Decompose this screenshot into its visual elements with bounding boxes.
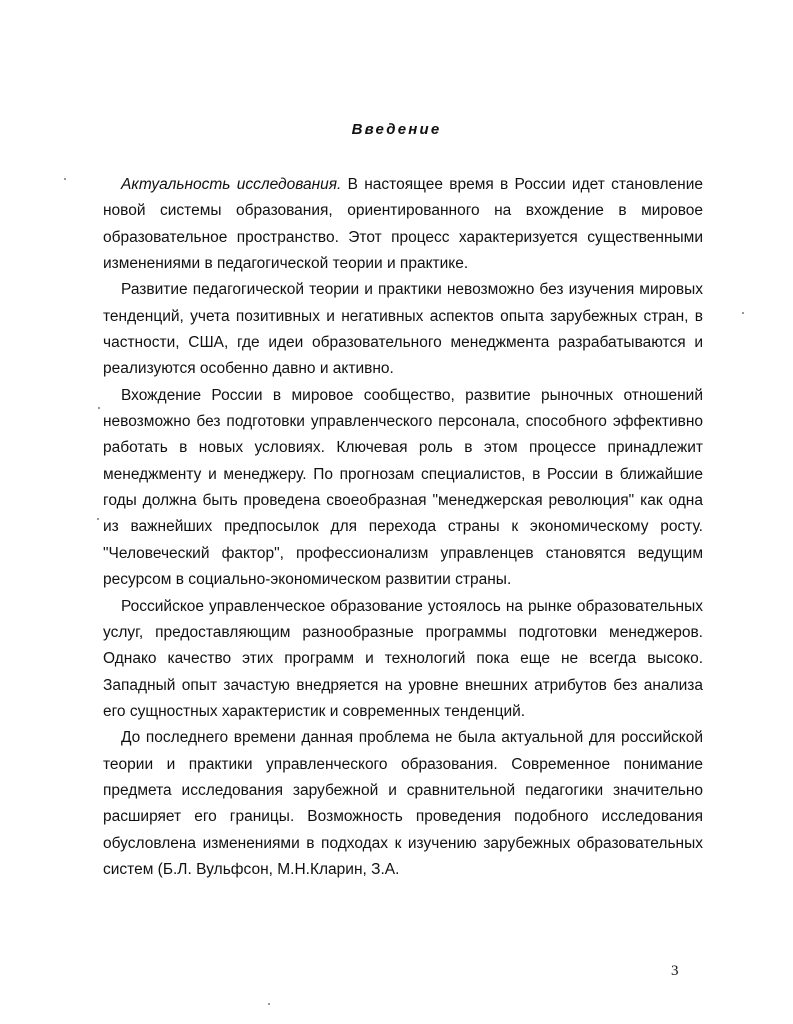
scan-speck <box>64 178 66 180</box>
paragraph-recent-problem: До последнего времени данная проблема не была актуальной для российской теории и практики управленческого образования. Современное понимание предмета исследования зарубежной и сравнительной педагогики значительно расширяет его границы. Возможность проведения подобного исследования обусловлена изменениями в подходах к изучению зарубежных образовательных систем (Б.Л. Вульфсон, М.Н.Кларин, З.А. <box>103 729 703 878</box>
scan-speck <box>97 518 99 520</box>
page-title: Введение <box>351 121 442 138</box>
paragraph-text: В настоящее время в России идет становление новой системы образования, ориентированного на вхождение в мировое образовательное пространство. Этот процесс характеризуется существенными изменениями в педагогической теории и практике. <box>103 176 703 273</box>
body-text <box>103 172 703 883</box>
scan-speck <box>98 407 100 409</box>
paragraph-entry: Вхождение России в мировое сообщество, развитие рыночных отношений невозможно без подготовки управленческого персонала, способного эффективно работать в новых условиях. Ключевая роль в этом процессе принадлежит менеджменту и менеджеру. По прогнозам специалистов, в России в ближайшие годы должна быть проведена своеобразная "менеджерская революция" как одна из важнейших предпосылок для перехода страны к экономическому росту. "Человеческий фактор", профессионализм управленцев становятся ведущим ресурсом в социально-экономическом развитии страны. <box>103 386 703 589</box>
scan-speck <box>268 1003 270 1005</box>
paragraph-relevance <box>103 172 703 277</box>
page-number: 3 <box>671 963 679 979</box>
scan-speck <box>742 312 744 314</box>
paragraph-lead: Актуальность исследования. <box>121 176 342 193</box>
paragraph-russian-education: Российское управленческое образование устоялось на рынке образовательных услуг, предоставляющим разнообразные программы подготовки менеджеров. Однако качество этих программ и технологий пока еще не всегда высоко. Западный опыт зачастую внедряется на уровне внешних атрибутов без анализа его сущностных характеристик и современных тенденций. <box>103 597 703 720</box>
paragraph-development: Развитие педагогической теории и практики невозможно без изучения мировых тенденций, учета позитивных и негативных аспектов опыта зарубежных стран, в частности, США, где идеи образовательного менеджмента разрабатываются и реализуются особенно давно и активно. <box>103 281 703 378</box>
